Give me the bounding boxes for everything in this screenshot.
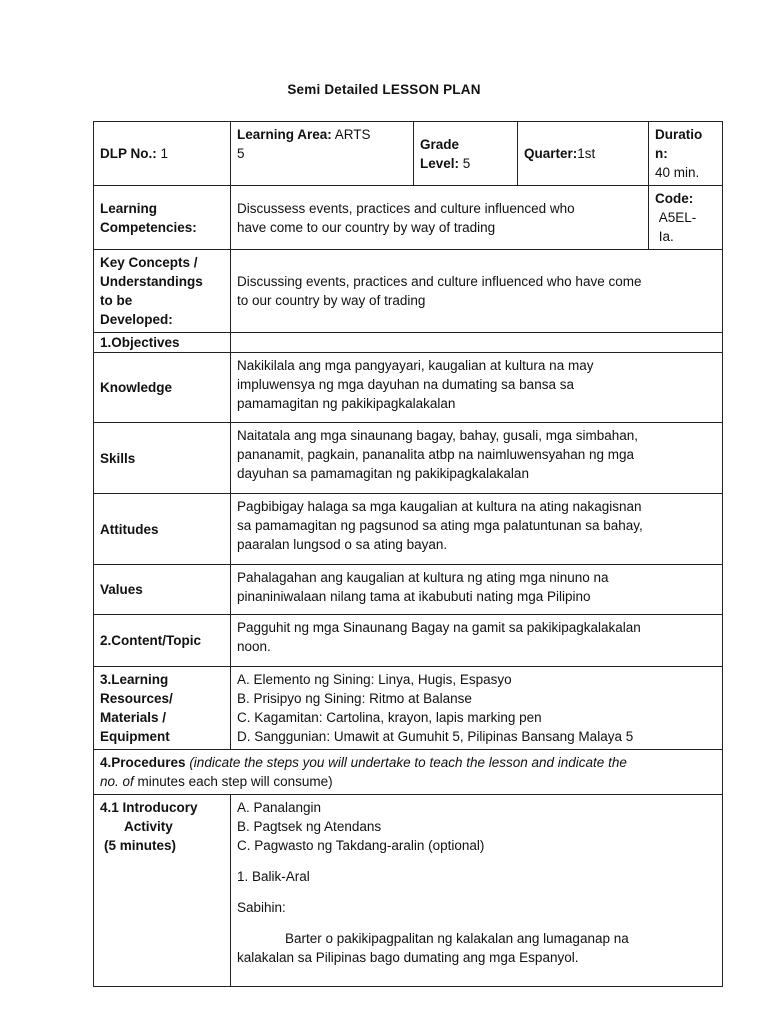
- code-value: A5EL-: [658, 210, 697, 225]
- objectives-empty-cell: [231, 333, 723, 353]
- resource-item: C. Kagamitan: Cartolina, krayon, lapis marking pen: [237, 710, 542, 725]
- knowledge-line: impluwensya ng mga dayuhan na dumating sa bansa sa: [237, 377, 574, 392]
- grade-level-cell: [414, 122, 518, 186]
- competencies-text-2: have come to our country by way of trading: [237, 219, 496, 235]
- intro-paragraph-2: kalakalan sa Pilipinas bago dumating ang mga Espanyol.: [237, 950, 579, 965]
- skills-text-cell: [231, 423, 723, 494]
- values-row: [94, 565, 723, 615]
- competencies-row: [94, 186, 723, 250]
- duration-label: Duratio: [655, 127, 703, 142]
- content-line: Pagguhit ng mga Sinaunang Bagay na gamit sa pakikipagkalakalan: [237, 620, 641, 635]
- duration-label-2: n:: [655, 146, 668, 161]
- grade-label-2: Level:: [420, 155, 460, 171]
- skills-line: Naitatala ang mga sinaunang bagay, bahay, gusali, mga simbahan,: [237, 428, 639, 443]
- intro-paragraph: Barter o pakikipagpalitan ng kalakalan ang lumaganap na: [285, 931, 629, 946]
- procedures-note-3: minutes each step will consume): [137, 774, 333, 789]
- intro-item: B. Pagtsek ng Atendans: [237, 819, 382, 834]
- attitudes-label: Attitudes: [94, 494, 231, 565]
- intro-label-2: Activity: [124, 819, 173, 834]
- intro-content-cell: [231, 795, 723, 987]
- competencies-label-2: Competencies:: [100, 219, 197, 235]
- quarter-value: 1st: [577, 146, 596, 161]
- values-text-cell: [231, 565, 723, 615]
- resources-label-3: Materials /: [100, 710, 167, 725]
- procedures-cell: [94, 750, 723, 795]
- resources-label-4: Equipment: [100, 729, 170, 744]
- attitudes-text-cell: [231, 494, 723, 565]
- key-concepts-text-2: to our country by way of trading: [237, 293, 426, 308]
- intro-label-cell: [94, 795, 231, 987]
- resources-label-cell: [94, 667, 231, 750]
- code-label: Code:: [655, 191, 694, 206]
- competencies-text-cell: [231, 186, 649, 250]
- skills-label: Skills: [94, 423, 231, 494]
- intro-activity-row: [94, 795, 723, 987]
- key-concepts-label-cell: [94, 250, 231, 333]
- lesson-plan-table: [93, 121, 723, 987]
- knowledge-text-cell: [231, 353, 723, 423]
- learning-area-value: ARTS: [334, 127, 371, 142]
- dlp-label: DLP No.:: [100, 146, 157, 161]
- procedures-note: (indicate the steps you will undertake to teach the lesson and indicate the: [189, 755, 627, 770]
- intro-item: C. Pagwasto ng Takdang-aralin (optional): [237, 838, 485, 853]
- attitudes-line: paaralan lungsod o sa ating bayan.: [237, 537, 448, 552]
- grade-value: 5: [462, 155, 471, 171]
- resource-item: A. Elemento ng Sining: Linya, Hugis, Espasyo: [237, 672, 512, 687]
- procedures-label: 4.Procedures: [100, 755, 186, 770]
- key-concepts-row: [94, 250, 723, 333]
- values-label: Values: [94, 565, 231, 615]
- resources-label: 3.Learning: [100, 672, 169, 687]
- sabihin-label: Sabihin:: [237, 900, 286, 915]
- competencies-label-cell: [94, 186, 231, 250]
- skills-row: [94, 423, 723, 494]
- learning-area-cell: [231, 122, 414, 186]
- dlp-cell: [94, 122, 231, 186]
- knowledge-line: pamamagitan ng pakikipagkalakalan: [237, 396, 456, 411]
- intro-item: A. Panalangin: [237, 800, 322, 815]
- key-concepts-label-3: to be: [100, 293, 133, 308]
- learning-area-value-2: 5: [237, 146, 245, 161]
- resources-label-2: Resources/: [100, 691, 173, 706]
- learning-area-label: Learning Area:: [237, 127, 332, 142]
- key-concepts-label: Key Concepts /: [100, 255, 198, 270]
- knowledge-label: Knowledge: [94, 353, 231, 423]
- skills-line: pananamit, pagkain, pananalita atbp na naimluwensyahan ng mga: [237, 447, 635, 462]
- code-value-2: Ia.: [658, 229, 674, 244]
- knowledge-row: [94, 353, 723, 423]
- page-title: Semi Detailed LESSON PLAN: [287, 82, 481, 97]
- intro-label: 4.1 Introducory: [100, 800, 198, 815]
- quarter-label: Quarter:: [524, 146, 578, 161]
- key-concepts-text: Discussing events, practices and culture influenced who have come: [237, 274, 642, 289]
- key-concepts-text-cell: [231, 250, 723, 333]
- resource-item: B. Prisipyo ng Sining: Ritmo at Balanse: [237, 691, 472, 706]
- resource-item: D. Sanggunian: Umawit at Gumuhit 5, Pilipinas Bansang Malaya 5: [237, 729, 634, 744]
- competencies-text: Discussess events, practices and culture influenced who: [237, 200, 575, 216]
- resources-row: [94, 667, 723, 750]
- objectives-row: [94, 333, 723, 353]
- content-row: [94, 615, 723, 667]
- header-row: [94, 122, 723, 186]
- knowledge-line: Nakikilala ang mga pangyayari, kaugalian at kultura na may: [237, 358, 594, 373]
- content-label: 2.Content/Topic: [94, 615, 231, 667]
- quarter-cell: [518, 122, 649, 186]
- resources-list-cell: [231, 667, 723, 750]
- objectives-label: 1.Objectives: [94, 333, 231, 353]
- competencies-label: Learning: [100, 200, 158, 216]
- duration-value: 40 min.: [655, 165, 700, 180]
- content-line: noon.: [237, 639, 271, 654]
- dlp-value: 1: [160, 146, 169, 161]
- procedures-note-2: no. of: [100, 774, 134, 789]
- attitudes-line: sa pamamagitan ng pagsunod sa ating mga palatuntunan sa bahay,: [237, 518, 643, 533]
- skills-line: dayuhan sa pamamagitan ng pakikipagkalakalan: [237, 466, 529, 481]
- values-line: Pahalagahan ang kaugalian at kultura ng ating mga ninuno na: [237, 570, 609, 585]
- values-line: pinaniniwalaan nilang tama at ikabubuti nating mga Pilipino: [237, 589, 591, 604]
- code-cell: [649, 186, 723, 250]
- key-concepts-label-2: Understandings: [100, 274, 203, 289]
- duration-cell: [649, 122, 723, 186]
- attitudes-line: Pagbibigay halaga sa mga kaugalian at kultura na ating nakagisnan: [237, 499, 642, 514]
- intro-label-3: (5 minutes): [104, 838, 177, 853]
- balik-aral-label: 1. Balik-Aral: [237, 869, 310, 884]
- attitudes-row: [94, 494, 723, 565]
- key-concepts-label-4: Developed:: [100, 312, 173, 327]
- grade-label: Grade: [420, 136, 460, 152]
- procedures-row: [94, 750, 723, 795]
- content-text-cell: [231, 615, 723, 667]
